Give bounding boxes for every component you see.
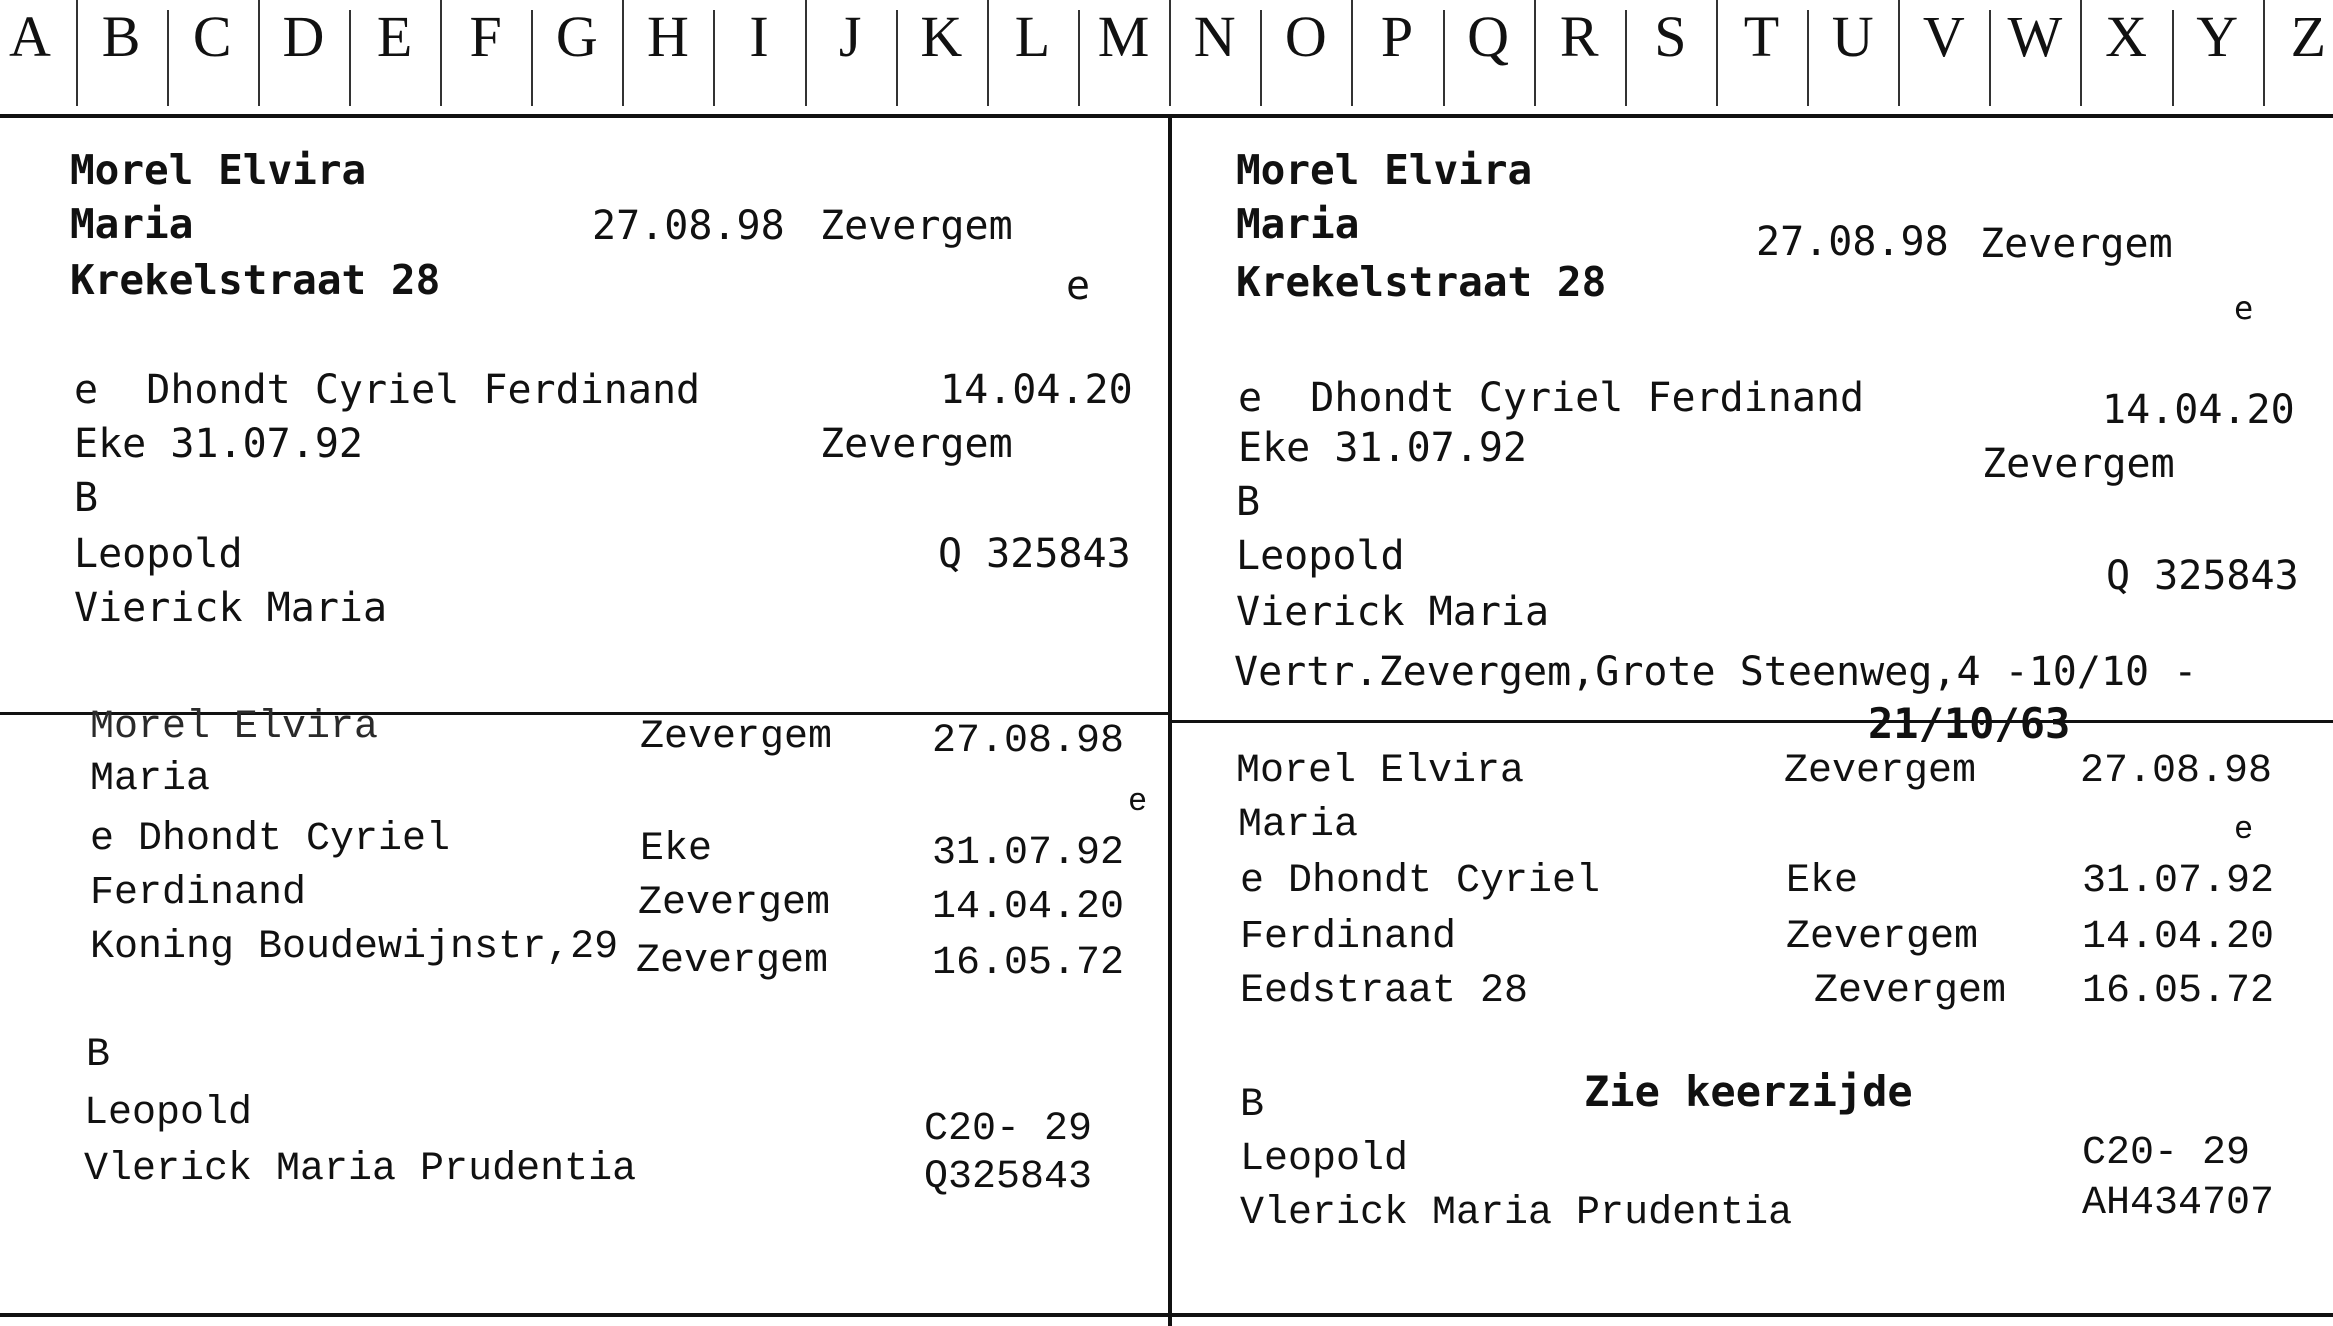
card-suffix: e xyxy=(1066,263,1091,309)
card-birth-date: 27.08.98 xyxy=(932,719,1125,764)
alphabet-letter: F xyxy=(469,4,502,69)
card-spouse: e Dhondt Cyriel xyxy=(1240,859,1601,904)
card-given-name: Maria xyxy=(90,757,211,802)
alphabet-divider xyxy=(2263,0,2265,106)
card-birth-date: 27.08.98 xyxy=(1756,219,1949,265)
card-spouse-date: 14.04.20 xyxy=(940,367,1133,413)
card-nationality: B xyxy=(1236,479,1261,525)
alphabet-divider xyxy=(258,0,260,106)
card-mother: Vierick Maria xyxy=(1236,589,1550,635)
alphabet-letter: X xyxy=(2105,4,2147,69)
card-id-number: AH434707 xyxy=(2082,1181,2275,1226)
card-father: Leopold xyxy=(1240,1137,1409,1182)
card-birth-place: Zevergem xyxy=(640,715,833,760)
card-birth-date: 27.08.98 xyxy=(592,203,785,249)
alphabet-letter: G xyxy=(555,4,598,69)
card-birth-place: Zevergem xyxy=(820,203,1013,249)
card-birth-date: 27.08.98 xyxy=(2080,749,2273,794)
alphabet-letter: Q xyxy=(1467,4,1510,69)
card-ref: C20- 29 xyxy=(2082,1131,2251,1176)
card-ref: C20- 29 xyxy=(924,1107,1093,1152)
card-moved-date: 21/10/63 xyxy=(1868,699,2071,748)
alphabet-divider xyxy=(1989,10,1991,106)
alphabet-divider xyxy=(440,0,442,106)
see-reverse-stamp: Zie keerzijde xyxy=(1584,1067,1913,1116)
header-rule xyxy=(0,114,2333,118)
card-mother: Vlerick Maria Prudentia xyxy=(84,1147,637,1192)
alphabet-letter: I xyxy=(749,4,769,69)
alphabet-divider xyxy=(1625,10,1627,106)
alphabet-letter: O xyxy=(1284,4,1327,69)
card-id-number: Q 325843 xyxy=(2106,553,2299,599)
right-middle-rule xyxy=(1172,720,2333,723)
alphabet-letter: J xyxy=(838,4,862,69)
alphabet-letter: N xyxy=(1193,4,1236,69)
card-spouse-given: Ferdinand xyxy=(1240,915,1457,960)
alphabet-divider xyxy=(1351,0,1353,106)
card-father: Leopold xyxy=(1236,533,1405,579)
card-mother: Vlerick Maria Prudentia xyxy=(1240,1191,1793,1236)
card-marriage-place: Zevergem xyxy=(638,881,831,926)
card-name: Morel Elvira xyxy=(90,705,379,750)
card-address: Krekelstraat 28 xyxy=(70,256,441,304)
alphabet-letter: S xyxy=(1654,4,1687,69)
card-father: Leopold xyxy=(84,1091,253,1136)
card-spouse-place: Zevergem xyxy=(1982,441,2175,487)
card-name: Morel Elvira xyxy=(1236,749,1525,794)
card-birth-place: Zevergem xyxy=(1784,749,1977,794)
card-spouse-birth-date: 31.07.92 xyxy=(932,831,1125,876)
card-marriage-place: Zevergem xyxy=(1786,915,1979,960)
card-address-place: Zevergem xyxy=(636,939,829,984)
alphabet-divider xyxy=(531,10,533,106)
card-id-number: Q 325843 xyxy=(938,531,1131,577)
alphabet-divider xyxy=(1078,10,1080,106)
card-id-number: Q325843 xyxy=(924,1155,1093,1200)
alphabet-divider xyxy=(76,0,78,106)
alphabet-divider xyxy=(896,10,898,106)
alphabet-divider xyxy=(349,10,351,106)
alphabet-letter: B xyxy=(101,4,141,69)
alphabet-divider xyxy=(1260,10,1262,106)
card-nationality: B xyxy=(86,1033,111,1078)
alphabet-letter: T xyxy=(1743,4,1780,69)
card-address-place: Zevergem xyxy=(1814,969,2007,1014)
alphabet-divider xyxy=(1807,10,1809,106)
alphabet-divider xyxy=(713,10,715,106)
card-given-name: Maria xyxy=(1238,803,1359,848)
alphabet-divider xyxy=(2172,10,2174,106)
alphabet-divider xyxy=(805,0,807,106)
card-address-date: 16.05.72 xyxy=(932,941,1125,986)
alphabet-letter: A xyxy=(9,4,51,69)
card-given-name: Maria xyxy=(1236,200,1360,248)
alphabet-divider xyxy=(987,0,989,106)
card-spouse-birth-place: Eke xyxy=(640,827,713,872)
card-suffix: e xyxy=(2234,811,2254,848)
card-mother: Vierick Maria xyxy=(74,585,388,631)
card-spouse: e Dhondt Cyriel xyxy=(90,817,451,862)
alphabet-letter: Y xyxy=(2196,4,2239,69)
card-spouse-place: Zevergem xyxy=(820,421,1013,467)
alphabet-divider xyxy=(1443,10,1445,106)
card-spouse-birth-place: Eke xyxy=(1786,859,1859,904)
alphabet-letter: E xyxy=(376,4,413,69)
card-suffix: e xyxy=(2234,289,2254,327)
card-marriage-date: 14.04.20 xyxy=(932,885,1125,930)
card-spouse-given: Ferdinand xyxy=(90,871,307,916)
card-moved-note: Vertr.Zevergem,Grote Steenweg,4 -10/10 - xyxy=(1234,649,2198,695)
card-birth-place: Zevergem xyxy=(1980,221,2173,267)
card-spouse-birth: Eke 31.07.92 xyxy=(1238,425,1527,471)
alphabet-letter: M xyxy=(1097,4,1150,69)
alphabet-letter: C xyxy=(192,4,232,69)
card-address: Eedstraat 28 xyxy=(1240,969,1529,1014)
card-address: Koning Boudewijnstr,29 xyxy=(90,925,619,970)
card-spouse: e Dhondt Cyriel Ferdinand xyxy=(74,367,701,413)
alphabet-letter: D xyxy=(282,4,325,69)
card-nationality: B xyxy=(74,475,99,521)
card-given-name: Maria xyxy=(70,200,194,248)
alphabet-index xyxy=(0,0,2333,118)
card-marriage-date: 14.04.20 xyxy=(2082,915,2275,960)
alphabet-letter: H xyxy=(646,4,689,69)
card-spouse: e Dhondt Cyriel Ferdinand xyxy=(1238,375,1865,421)
card-name: Morel Elvira xyxy=(1236,146,1533,194)
card-address: Krekelstraat 28 xyxy=(1236,258,1607,306)
alphabet-letter: R xyxy=(1559,4,1599,69)
card-spouse-birth: Eke 31.07.92 xyxy=(74,421,363,467)
bottom-rule xyxy=(0,1313,2333,1317)
card-spouse-birth-date: 31.07.92 xyxy=(2082,859,2275,904)
card-father: Leopold xyxy=(74,531,243,577)
alphabet-divider xyxy=(1169,0,1171,106)
card-spouse-date: 14.04.20 xyxy=(2102,387,2295,433)
card-name: Morel Elvira xyxy=(70,146,367,194)
card-suffix: e xyxy=(1128,783,1148,820)
alphabet-divider xyxy=(1898,0,1900,106)
card-nationality: B xyxy=(1240,1083,1265,1128)
alphabet-divider xyxy=(167,10,169,106)
alphabet-letter: P xyxy=(1380,4,1414,69)
alphabet-letter: V xyxy=(1922,4,1965,69)
alphabet-letter: K xyxy=(920,4,963,69)
alphabet-divider xyxy=(2080,0,2082,106)
alphabet-divider xyxy=(1716,0,1718,106)
alphabet-divider xyxy=(1534,0,1536,106)
alphabet-divider xyxy=(622,0,624,106)
card-address-date: 16.05.72 xyxy=(2082,969,2275,1014)
alphabet-letter: U xyxy=(1831,4,1874,69)
alphabet-letter: Z xyxy=(2290,4,2327,69)
alphabet-letter: L xyxy=(1014,4,1051,69)
alphabet-letter: W xyxy=(2007,4,2063,69)
